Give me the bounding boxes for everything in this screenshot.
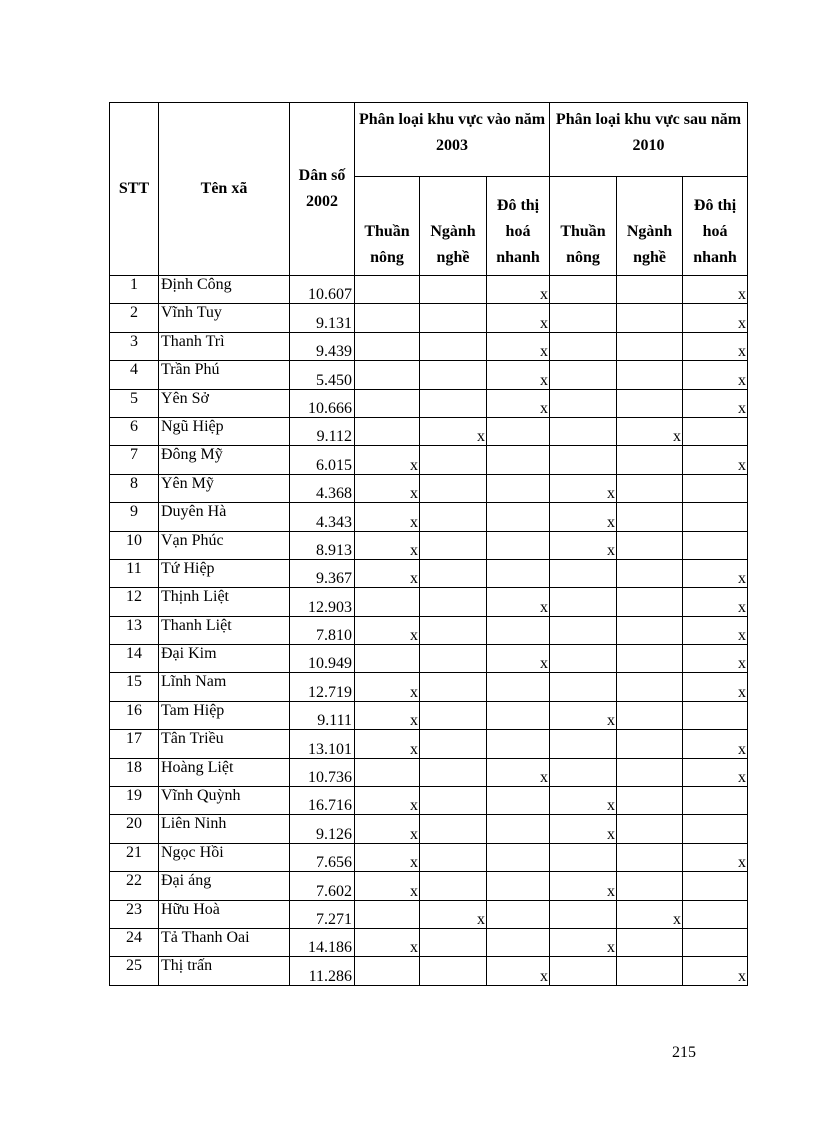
row-stt: 21 xyxy=(110,843,159,871)
row-mark: x xyxy=(355,503,420,531)
row-stt: 15 xyxy=(110,673,159,701)
row-commune-name: Yên Mỹ xyxy=(159,474,290,502)
row-population: 11.286 xyxy=(290,957,355,985)
row-mark: x xyxy=(683,332,748,360)
row-mark: x xyxy=(550,503,617,531)
header-sub-2010-thuan-nong: Thuần nông xyxy=(550,177,617,276)
row-mark: x xyxy=(683,673,748,701)
row-mark xyxy=(355,900,420,928)
row-mark xyxy=(617,673,683,701)
row-population: 9.111 xyxy=(290,701,355,729)
row-commune-name: Vĩnh Tuy xyxy=(159,304,290,332)
row-mark: x xyxy=(683,389,748,417)
row-stt: 14 xyxy=(110,645,159,673)
row-mark: x xyxy=(550,928,617,956)
row-mark xyxy=(617,474,683,502)
row-mark xyxy=(683,787,748,815)
row-mark: x xyxy=(683,758,748,786)
table-row xyxy=(110,276,748,304)
row-mark xyxy=(617,588,683,616)
row-mark: x xyxy=(487,588,550,616)
row-mark xyxy=(420,474,487,502)
row-mark xyxy=(683,701,748,729)
header-sub-2003-do-thi-hoa: Đô thị hoá nhanh xyxy=(487,177,550,276)
row-stt: 2 xyxy=(110,304,159,332)
table-row xyxy=(110,957,748,985)
row-stt: 22 xyxy=(110,872,159,900)
header-group-2003: Phân loại khu vực vào năm 2003 xyxy=(355,103,550,177)
row-mark xyxy=(617,276,683,304)
header-name: Tên xã xyxy=(159,103,290,276)
row-commune-name: Trần Phú xyxy=(159,361,290,389)
row-commune-name: Đại Kim xyxy=(159,645,290,673)
table-row xyxy=(110,730,748,758)
row-population: 7.810 xyxy=(290,616,355,644)
header-stt: STT xyxy=(110,103,159,276)
table-row xyxy=(110,446,748,474)
row-mark: x xyxy=(355,730,420,758)
row-mark xyxy=(617,645,683,673)
row-mark xyxy=(683,928,748,956)
row-population: 9.126 xyxy=(290,815,355,843)
row-mark xyxy=(420,304,487,332)
row-population: 9.112 xyxy=(290,417,355,445)
row-mark: x xyxy=(683,843,748,871)
row-population: 10.949 xyxy=(290,645,355,673)
row-stt: 5 xyxy=(110,389,159,417)
row-mark: x xyxy=(420,417,487,445)
row-stt: 1 xyxy=(110,276,159,304)
row-mark xyxy=(355,361,420,389)
row-mark xyxy=(487,730,550,758)
row-mark: x xyxy=(355,928,420,956)
row-mark xyxy=(550,730,617,758)
row-mark xyxy=(487,616,550,644)
row-mark xyxy=(550,588,617,616)
row-stt: 8 xyxy=(110,474,159,502)
row-mark: x xyxy=(355,616,420,644)
row-mark xyxy=(487,417,550,445)
table-row xyxy=(110,417,748,445)
row-stt: 24 xyxy=(110,928,159,956)
row-mark xyxy=(420,673,487,701)
row-mark xyxy=(617,332,683,360)
row-mark: x xyxy=(487,332,550,360)
row-commune-name: Yên Sở xyxy=(159,389,290,417)
table-row xyxy=(110,900,748,928)
row-mark xyxy=(355,332,420,360)
row-commune-name: Tân Triều xyxy=(159,730,290,758)
row-mark xyxy=(487,446,550,474)
row-mark xyxy=(617,815,683,843)
row-commune-name: Thanh Liệt xyxy=(159,616,290,644)
row-population: 12.719 xyxy=(290,673,355,701)
row-mark xyxy=(550,276,617,304)
row-mark xyxy=(617,304,683,332)
row-mark xyxy=(355,304,420,332)
header-group-2010: Phân loại khu vực sau năm 2010 xyxy=(550,103,748,177)
row-mark: x xyxy=(487,276,550,304)
row-commune-name: Thanh Trì xyxy=(159,332,290,360)
row-mark xyxy=(617,503,683,531)
row-mark xyxy=(487,815,550,843)
row-commune-name: Vạn Phúc xyxy=(159,531,290,559)
row-stt: 18 xyxy=(110,758,159,786)
row-stt: 12 xyxy=(110,588,159,616)
row-mark xyxy=(617,389,683,417)
row-mark: x xyxy=(683,559,748,587)
row-mark xyxy=(683,815,748,843)
row-stt: 19 xyxy=(110,787,159,815)
row-population: 13.101 xyxy=(290,730,355,758)
row-mark: x xyxy=(487,389,550,417)
row-stt: 16 xyxy=(110,701,159,729)
row-mark: x xyxy=(355,872,420,900)
row-mark xyxy=(617,531,683,559)
row-mark xyxy=(355,645,420,673)
row-mark xyxy=(550,446,617,474)
row-population: 8.913 xyxy=(290,531,355,559)
row-mark: x xyxy=(355,474,420,502)
row-mark xyxy=(550,957,617,985)
row-mark xyxy=(617,446,683,474)
classification-table xyxy=(109,102,748,986)
row-mark: x xyxy=(617,417,683,445)
row-stt: 7 xyxy=(110,446,159,474)
row-mark: x xyxy=(420,900,487,928)
header-sub-2010-do-thi-hoa: Đô thị hoá nhanh xyxy=(683,177,748,276)
row-mark xyxy=(550,645,617,673)
table-row xyxy=(110,758,748,786)
row-mark xyxy=(487,872,550,900)
row-mark xyxy=(487,701,550,729)
row-mark xyxy=(487,673,550,701)
row-stt: 11 xyxy=(110,559,159,587)
row-stt: 20 xyxy=(110,815,159,843)
row-mark xyxy=(420,588,487,616)
row-mark: x xyxy=(487,957,550,985)
row-mark: x xyxy=(683,645,748,673)
table-row xyxy=(110,588,748,616)
table-row xyxy=(110,701,748,729)
row-population: 9.439 xyxy=(290,332,355,360)
table-row xyxy=(110,645,748,673)
row-mark: x xyxy=(355,701,420,729)
table-row xyxy=(110,843,748,871)
row-mark xyxy=(550,361,617,389)
row-population: 7.271 xyxy=(290,900,355,928)
row-mark xyxy=(420,928,487,956)
table-row xyxy=(110,332,748,360)
row-mark xyxy=(550,417,617,445)
header-sub-2003-thuan-nong: Thuần nông xyxy=(355,177,420,276)
row-population: 9.367 xyxy=(290,559,355,587)
row-population: 7.602 xyxy=(290,872,355,900)
table-row xyxy=(110,474,748,502)
row-mark: x xyxy=(550,474,617,502)
row-mark xyxy=(420,503,487,531)
row-mark xyxy=(550,758,617,786)
row-mark: x xyxy=(487,361,550,389)
row-mark xyxy=(487,787,550,815)
row-mark xyxy=(550,389,617,417)
table-row xyxy=(110,559,748,587)
row-mark xyxy=(683,531,748,559)
row-mark xyxy=(420,531,487,559)
row-mark: x xyxy=(355,559,420,587)
row-mark xyxy=(420,843,487,871)
row-mark xyxy=(487,474,550,502)
row-mark xyxy=(617,559,683,587)
row-population: 12.903 xyxy=(290,588,355,616)
header-sub-2010-nganh-nghe: Ngành nghề xyxy=(617,177,683,276)
row-mark xyxy=(683,503,748,531)
row-mark: x xyxy=(487,758,550,786)
header-sub-2003-nganh-nghe: Ngành nghề xyxy=(420,177,487,276)
row-stt: 25 xyxy=(110,957,159,985)
row-stt: 9 xyxy=(110,503,159,531)
row-commune-name: Thịnh Liệt xyxy=(159,588,290,616)
row-mark xyxy=(617,957,683,985)
row-population: 4.368 xyxy=(290,474,355,502)
row-mark xyxy=(550,559,617,587)
table-row xyxy=(110,531,748,559)
row-mark xyxy=(683,417,748,445)
row-mark xyxy=(550,304,617,332)
row-stt: 3 xyxy=(110,332,159,360)
row-mark xyxy=(487,843,550,871)
row-mark xyxy=(617,758,683,786)
row-commune-name: Tả Thanh Oai xyxy=(159,928,290,956)
row-mark: x xyxy=(683,304,748,332)
row-mark xyxy=(683,474,748,502)
row-population: 6.015 xyxy=(290,446,355,474)
row-mark: x xyxy=(550,787,617,815)
row-mark: x xyxy=(487,645,550,673)
row-commune-name: Hoàng Liệt xyxy=(159,758,290,786)
table-row xyxy=(110,673,748,701)
row-mark: x xyxy=(683,616,748,644)
row-mark: x xyxy=(683,276,748,304)
row-mark xyxy=(683,900,748,928)
table-row xyxy=(110,872,748,900)
row-mark xyxy=(420,957,487,985)
row-mark xyxy=(487,559,550,587)
row-mark xyxy=(617,843,683,871)
row-commune-name: Liên Ninh xyxy=(159,815,290,843)
row-commune-name: Vĩnh Quỳnh xyxy=(159,787,290,815)
row-mark xyxy=(487,503,550,531)
row-mark: x xyxy=(550,872,617,900)
row-mark xyxy=(617,616,683,644)
row-mark: x xyxy=(617,900,683,928)
row-mark xyxy=(420,701,487,729)
row-mark xyxy=(420,276,487,304)
row-mark: x xyxy=(355,815,420,843)
row-mark xyxy=(683,872,748,900)
row-mark xyxy=(355,276,420,304)
row-population: 10.666 xyxy=(290,389,355,417)
row-stt: 4 xyxy=(110,361,159,389)
row-stt: 6 xyxy=(110,417,159,445)
row-mark: x xyxy=(683,446,748,474)
row-mark: x xyxy=(683,588,748,616)
row-mark xyxy=(355,588,420,616)
row-mark xyxy=(420,787,487,815)
row-mark xyxy=(420,446,487,474)
row-mark: x xyxy=(683,361,748,389)
row-mark xyxy=(487,928,550,956)
header-population: Dân số 2002 xyxy=(290,103,355,276)
row-mark xyxy=(420,872,487,900)
row-mark xyxy=(420,645,487,673)
row-mark: x xyxy=(355,843,420,871)
row-mark: x xyxy=(550,815,617,843)
row-mark xyxy=(355,417,420,445)
row-mark: x xyxy=(355,673,420,701)
row-stt: 23 xyxy=(110,900,159,928)
row-commune-name: Đông Mỹ xyxy=(159,446,290,474)
table-row xyxy=(110,787,748,815)
row-stt: 10 xyxy=(110,531,159,559)
row-mark xyxy=(617,928,683,956)
table-row xyxy=(110,928,748,956)
row-mark xyxy=(617,701,683,729)
row-mark xyxy=(420,389,487,417)
row-mark xyxy=(420,559,487,587)
row-commune-name: Ngọc Hồi xyxy=(159,843,290,871)
row-commune-name: Tam Hiệp xyxy=(159,701,290,729)
row-mark xyxy=(355,957,420,985)
table-row xyxy=(110,503,748,531)
row-mark xyxy=(355,758,420,786)
row-mark xyxy=(487,531,550,559)
row-stt: 13 xyxy=(110,616,159,644)
row-mark xyxy=(420,758,487,786)
row-population: 10.736 xyxy=(290,758,355,786)
table-body xyxy=(110,276,748,986)
row-mark xyxy=(617,361,683,389)
row-mark xyxy=(550,673,617,701)
row-commune-name: Đại áng xyxy=(159,872,290,900)
row-population: 5.450 xyxy=(290,361,355,389)
table-row xyxy=(110,304,748,332)
row-mark xyxy=(550,900,617,928)
row-mark xyxy=(617,787,683,815)
row-population: 14.186 xyxy=(290,928,355,956)
table-row xyxy=(110,616,748,644)
row-mark: x xyxy=(550,701,617,729)
row-commune-name: Tứ Hiệp xyxy=(159,559,290,587)
row-mark: x xyxy=(355,446,420,474)
row-mark: x xyxy=(683,957,748,985)
row-commune-name: Định Công xyxy=(159,276,290,304)
row-mark: x xyxy=(550,531,617,559)
row-mark: x xyxy=(355,787,420,815)
row-mark xyxy=(550,616,617,644)
row-population: 10.607 xyxy=(290,276,355,304)
row-stt: 17 xyxy=(110,730,159,758)
row-population: 9.131 xyxy=(290,304,355,332)
row-mark: x xyxy=(355,531,420,559)
row-commune-name: Ngũ Hiệp xyxy=(159,417,290,445)
table-row xyxy=(110,389,748,417)
row-commune-name: Thị trấn xyxy=(159,957,290,985)
row-mark: x xyxy=(683,730,748,758)
row-mark xyxy=(420,815,487,843)
row-mark xyxy=(355,389,420,417)
row-mark xyxy=(487,900,550,928)
row-mark xyxy=(617,872,683,900)
row-mark xyxy=(550,843,617,871)
page-number: 215 xyxy=(672,1044,696,1061)
row-population: 16.716 xyxy=(290,787,355,815)
row-mark xyxy=(420,730,487,758)
row-mark xyxy=(420,616,487,644)
table-row xyxy=(110,361,748,389)
row-mark xyxy=(617,730,683,758)
row-mark: x xyxy=(487,304,550,332)
row-commune-name: Hữu Hoà xyxy=(159,900,290,928)
row-commune-name: Lĩnh Nam xyxy=(159,673,290,701)
row-mark xyxy=(550,332,617,360)
row-population: 7.656 xyxy=(290,843,355,871)
table-row xyxy=(110,815,748,843)
row-mark xyxy=(420,361,487,389)
row-population: 4.343 xyxy=(290,503,355,531)
row-commune-name: Duyên Hà xyxy=(159,503,290,531)
row-mark xyxy=(420,332,487,360)
